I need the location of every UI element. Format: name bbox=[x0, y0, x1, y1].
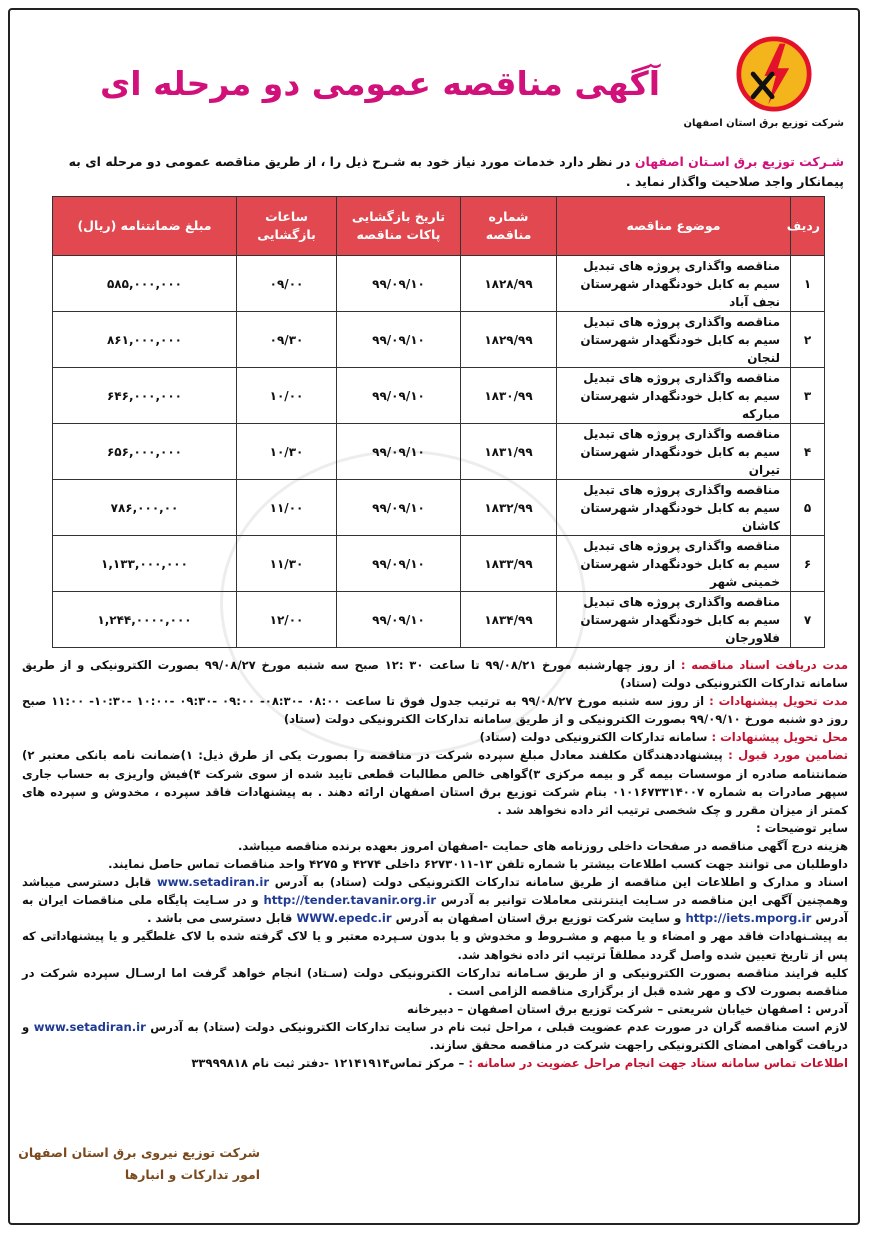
other-label: سایر توضیحات : bbox=[756, 820, 848, 835]
guarantee-label: تضامین مورد قبول : bbox=[728, 748, 849, 763]
cell-number: ۱۸۳۱/۹۹ bbox=[461, 424, 557, 480]
cell-time: ۱۱/۰۰ bbox=[237, 480, 337, 536]
receive-docs-paragraph bbox=[22, 656, 848, 692]
place-label: محل تحویل پیشنهادات : bbox=[711, 730, 848, 745]
cell-time: ۰۹/۰۰ bbox=[237, 256, 337, 312]
cell-date: ۹۹/۰۹/۱۰ bbox=[337, 536, 461, 592]
header bbox=[20, 22, 850, 140]
address-line: آدرس : اصفهان خیابان شریعتی – شرکت توزیع برق استان اصفهان – دبیرخانه bbox=[407, 1001, 848, 1016]
cell-amount: ۶۵۶,۰۰۰,۰۰۰ bbox=[53, 424, 237, 480]
cell-amount: ۶۴۶,۰۰۰,۰۰۰ bbox=[53, 368, 237, 424]
cell-subject: مناقصه واگذاری پروژه های تبدیل سیم به کابل خودنگهدار شهرستان لنجان bbox=[557, 312, 791, 368]
link-tavanir[interactable]: http://tender.tavanir.org.ir bbox=[263, 893, 437, 908]
signature-department: امور تدارکات و انبارها bbox=[124, 1167, 260, 1182]
header-date: تاریخ بازگشایی پاکات مناقصه bbox=[337, 197, 461, 256]
contact-label: اطلاعات تماس سامانه ستاد جهت انجام مراحل عضویت در سامانه : bbox=[468, 1056, 848, 1071]
websites-text-c: و در سـایت پایگاه ملی مناقصات ایران به آدرس bbox=[22, 893, 848, 926]
header-row-no: ردیف bbox=[791, 197, 825, 256]
cell-number: ۱۸۳۴/۹۹ bbox=[461, 592, 557, 648]
cell-date: ۹۹/۰۹/۱۰ bbox=[337, 256, 461, 312]
guarantee-text: پیشنهاددهندگان مکلفند معادل مبلغ سپرده شرکت در مناقصه را بصورت یکی از طرق ذیل: ۱)ضمانت نامه بانکی معتبر ۲) ضمانتنامه صادره از موسسات بیمه گر و بیمه مرکزی ۳)گواهی خالص مطالبات قطعی تایید شده از سوی شرکت ۴)فیش واریزی به حساب جاری سپهر صادرات به شماره ۰۱۰۱۶۷۳۳۱۴۰۰۷ بنام شرکت توزیع برق استان اصفهان ارائه دهند . به پیشنهادات فاقد سپرده ، مخدوش و سپرده های کمتر از میزان مقرر و چک شخصی ترتیب اثر داده نخواهد شد . bbox=[22, 748, 848, 817]
cell-number: ۱۸۲۹/۹۹ bbox=[461, 312, 557, 368]
receive-text: از روز چهارشنبه مورخ ۹۹/۰۸/۲۱ تا ساعت ۳۰ :۱۲ صبح سه شنبه مورخ ۹۹/۰۸/۲۷ بصورت الکترونیکی و از طریق سامانه تدارکات الکترونیکی دولت (ستاد) bbox=[22, 658, 848, 691]
cell-subject: مناقصه واگذاری پروژه های تبدیل سیم به کابل خودنگهدار شهرستان خمینی شهر bbox=[557, 536, 791, 592]
company-logo-icon bbox=[736, 36, 812, 112]
cell-subject: مناقصه واگذاری پروژه های تبدیل سیم به کابل خودنگهدار شهرستان فلاورجان bbox=[557, 592, 791, 648]
signature-block bbox=[18, 1142, 260, 1186]
registration-paragraph bbox=[22, 1018, 848, 1054]
tender-table bbox=[52, 196, 825, 648]
intro-text: در نظر دارد خدمات مورد نیاز خود به شـرح ذیل را ، از طریق مناقصه عمومی دو مرحله ای به پیمانکار واجد صلاحیت واگذار نماید . bbox=[68, 154, 844, 189]
cell-date: ۹۹/۰۹/۱۰ bbox=[337, 424, 461, 480]
table-row bbox=[53, 480, 825, 536]
registration-text-a: لازم است مناقصه گران در صورت عدم عضویت قبلی ، مراحل ثبت نام در سایت تدارکات الکترونیکی دولت (ستاد) به آدرس bbox=[150, 1019, 848, 1034]
cell-number: ۱۸۳۰/۹۹ bbox=[461, 368, 557, 424]
cell-subject: مناقصه واگذاری پروژه های تبدیل سیم به کابل خودنگهدار شهرستان تیران bbox=[557, 424, 791, 480]
intro-company: شـرکت توزیع برق اسـتان اصفهان bbox=[634, 154, 844, 169]
contact-paragraph bbox=[22, 1054, 848, 1072]
place-text: سامانه تدارکات الکترونیکی دولت (ستاد) bbox=[479, 730, 708, 745]
cell-date: ۹۹/۰۹/۱۰ bbox=[337, 368, 461, 424]
deliver-label: مدت تحویل پیشنهادات : bbox=[709, 694, 848, 709]
table-row bbox=[53, 592, 825, 648]
header-time: ساعات بازگشایی bbox=[237, 197, 337, 256]
cell-number: ۱۸۳۳/۹۹ bbox=[461, 536, 557, 592]
cell-row-no: ۲ bbox=[791, 312, 825, 368]
logo-block bbox=[683, 36, 844, 129]
signature-company: شرکت توزیع نیروی برق استان اصفهان bbox=[18, 1145, 260, 1160]
table-header-row bbox=[53, 197, 825, 256]
cell-time: ۱۰/۳۰ bbox=[237, 424, 337, 480]
cell-amount: ۱,۱۳۳,۰۰۰,۰۰۰ bbox=[53, 536, 237, 592]
cell-subject: مناقصه واگذاری پروژه های تبدیل سیم به کابل خودنگهدار شهرستان مبارکه bbox=[557, 368, 791, 424]
other-note-invalid-offers: به پیشـنهادات فاقد مهر و امضاء و یا مبهم و مشـروط و مخدوش و یا بدون سـپرده معتبر و یا لاک گرفته شده با لاک غلطگیر و یا پیشنهاداتی که پس از تاریخ تعیین شده واصل گردد مطلقاً ترتیب اثر داده نخواهد شد. bbox=[22, 929, 848, 962]
cell-date: ۹۹/۰۹/۱۰ bbox=[337, 592, 461, 648]
place-paragraph bbox=[22, 728, 848, 746]
link-setadiran-register[interactable]: www.setadiran.ir bbox=[33, 1019, 146, 1034]
guarantee-paragraph bbox=[22, 746, 848, 818]
table-row bbox=[53, 312, 825, 368]
table-row bbox=[53, 536, 825, 592]
page-title: آگهی مناقصه عمومی دو مرحله ای bbox=[100, 64, 660, 103]
header-amount: مبلغ ضمانتنامه (ریال) bbox=[53, 197, 237, 256]
cell-subject: مناقصه واگذاری پروژه های تبدیل سیم به کابل خودنگهدار شهرستان نجف آباد bbox=[557, 256, 791, 312]
link-iets[interactable]: http://iets.mporg.ir bbox=[685, 911, 812, 926]
cell-row-no: ۶ bbox=[791, 536, 825, 592]
other-note-electronic-process: کلیه فرایند مناقصه بصورت الکترونیکی و از طریق سـامانه تدارکات الکترونیکی دولت (سـتاد) انجام خواهد گرفت اما ارسـال سپرده شرکت در مناقصه بصورت لاک و مهر شده قبل از برگزاری مناقصه الزامی است . bbox=[22, 965, 848, 998]
cell-row-no: ۷ bbox=[791, 592, 825, 648]
cell-subject: مناقصه واگذاری پروژه های تبدیل سیم به کابل خودنگهدار شهرستان کاشان bbox=[557, 480, 791, 536]
registration-text-b: و دریافت گواهی امضای الکترونیکی راجهت شرکت در مناقصه محقق سازند. bbox=[22, 1019, 848, 1052]
cell-date: ۹۹/۰۹/۱۰ bbox=[337, 480, 461, 536]
cell-amount: ۷۸۶,۰۰۰,۰۰ bbox=[53, 480, 237, 536]
intro-paragraph bbox=[24, 152, 844, 192]
cell-date: ۹۹/۰۹/۱۰ bbox=[337, 312, 461, 368]
other-note-websites bbox=[22, 873, 848, 927]
deliver-paragraph bbox=[22, 692, 848, 728]
cell-amount: ۵۸۵,۰۰۰,۰۰۰ bbox=[53, 256, 237, 312]
cell-amount: ۱,۲۴۴,۰۰۰۰,۰۰۰ bbox=[53, 592, 237, 648]
link-setadiran[interactable]: www.setadiran.ir bbox=[157, 875, 270, 890]
other-note-phone: داوطلبان می توانند جهت کسب اطلاعات بیشتر با شماره تلفن ۱۳-۶۲۷۳۰۱۱ داخلی ۴۲۷۴ و ۴۲۷۵ واحد مناقصات تماس حاصل نمایند. bbox=[108, 857, 848, 872]
cell-row-no: ۱ bbox=[791, 256, 825, 312]
other-note-ads: هزینه درج آگهی مناقصه در صفحات داخلی روزنامه های حمایت -اصفهان امروز بعهده برنده مناقصه میباشد. bbox=[237, 838, 848, 853]
cell-time: ۱۰/۰۰ bbox=[237, 368, 337, 424]
websites-text-a: اسناد و مدارک و اطلاعات این مناقصه از طریق سامانه تدارکات الکترونیکی دولت (ستاد) به آدرس bbox=[274, 875, 848, 890]
link-epedc[interactable]: WWW.epedc.ir bbox=[296, 911, 392, 926]
header-subject: موضوع مناقصه bbox=[557, 197, 791, 256]
table-row bbox=[53, 256, 825, 312]
details-section bbox=[22, 656, 848, 1072]
cell-time: ۱۲/۰۰ bbox=[237, 592, 337, 648]
header-number: شماره مناقصه bbox=[461, 197, 557, 256]
company-name-small: شرکت توزیع برق استان اصفهان bbox=[683, 118, 844, 129]
table-row bbox=[53, 368, 825, 424]
cell-row-no: ۳ bbox=[791, 368, 825, 424]
websites-text-b: قابل دسترسی میباشد وهمچنین آگهی این مناقصه در سـایت اینترنتی معاملات توانیر به آدرس bbox=[22, 875, 848, 908]
websites-text-d: و سایت شرکت توزیع برق استان اصفهان به آدرس bbox=[395, 911, 682, 926]
table-row bbox=[53, 424, 825, 480]
cell-number: ۱۸۲۸/۹۹ bbox=[461, 256, 557, 312]
cell-amount: ۸۶۱,۰۰۰,۰۰۰ bbox=[53, 312, 237, 368]
contact-text: – مرکز تماس۱۲۱۴۱۹۱۴ -دفتر ثبت نام ۳۳۹۹۹۸۱۸ bbox=[191, 1056, 465, 1071]
receive-label: مدت دریافت اسناد مناقصه : bbox=[680, 658, 848, 672]
cell-number: ۱۸۳۲/۹۹ bbox=[461, 480, 557, 536]
cell-row-no: ۵ bbox=[791, 480, 825, 536]
cell-row-no: ۴ bbox=[791, 424, 825, 480]
deliver-text: از روز سه شنبه مورخ ۹۹/۰۸/۲۷ به ترتیب جدول فوق تا ساعت ۰۸:۰۰ -۰۸:۳۰- ۰۹:۰۰ -۰۹:۳۰ -۱۰:۰۰ -۱۰:۳۰- ۱۱:۰۰ صبح روز دو شنبه مورخ ۹۹/۰۹/۱۰ بصورت الکترونیکی و از طریق سامانه تدارکات الکترونیکی دولت (ستاد) bbox=[22, 694, 848, 727]
cell-time: ۱۱/۳۰ bbox=[237, 536, 337, 592]
cell-time: ۰۹/۳۰ bbox=[237, 312, 337, 368]
websites-text-e: قابل دسترسی می باشد . bbox=[147, 911, 293, 926]
